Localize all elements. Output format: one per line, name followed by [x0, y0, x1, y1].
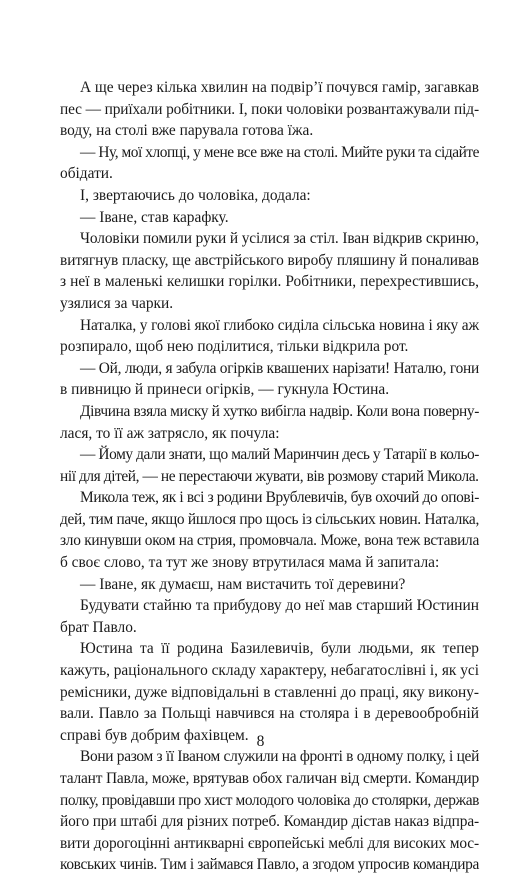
text-line: — Ой, люди, я забула огірків квашених нарізати! Наталю, гони — [80, 359, 479, 377]
text-line: його при штабі для різних потреб. Командир дістав наказ відпра- — [60, 813, 479, 831]
page-number: 8 — [256, 733, 265, 750]
text-line: вити дорогоцінні антикварні європейські меблі для високих мос- — [60, 834, 479, 852]
text-line: брат Павло. — [60, 618, 137, 636]
text-line: вали. Павло за Польщі навчився на столяра і в деревообробній — [60, 705, 479, 723]
text-line: б своє слово, та тут же знову втрутилася мама й запитала: — [60, 554, 440, 572]
text-line: дей, тим паче, якщо йшлося про щось із сільських новин. Наталка, — [60, 510, 479, 528]
text-line: талант Павла, може, врятував обох галичан від смерти. Командир — [60, 770, 479, 787]
text-line: Будувати стайню та прибудову до неї мав старший Юстинин — [80, 597, 479, 615]
text-line: нії для дітей, — не перестаючи жувати, вів розмову старий Микола. — [60, 467, 479, 485]
text-line: А ще через кілька хвилин на подвір’ї почувся гамір, загавкав — [80, 79, 479, 96]
text-line: лася, то її аж затрясло, як почула: — [60, 424, 280, 442]
text-line: Чоловіки помили руки й усілися за стіл. Іван відкрив скриню, — [80, 230, 479, 248]
text-line: справі був добрим фахівцем. — [60, 726, 249, 744]
text-line: пес — приїхали робітники. І, поки чоловіки розвантажували під- — [60, 100, 479, 118]
text-line: Юстина та її родина Базилевичів, були людьми, як тепер — [80, 640, 479, 658]
text-line: — Іване, як думаєш, нам вистачить тої деревини? — [80, 575, 406, 593]
text-line: — Іване, став карафку. — [80, 208, 229, 226]
text-line: розпирало, щоб нею поділитися, тільки відкрила рот. — [60, 338, 409, 356]
body-text — [60, 77, 479, 876]
text-line: в пивницю й принеси огірків, — гукнула Юстина. — [60, 381, 390, 399]
text-line: полку, провідавши про хист молодого чоловіка до столярки, держав — [60, 791, 479, 809]
text-line: з неї в маленькі келишки горілки. Робітники, перехрестившись, — [60, 273, 479, 291]
text-line: зло кинувши оком на стрия, промовчала. Може, вона теж вставила — [60, 532, 479, 550]
text-line: Микола теж, як і всі з родини Врублевичів, був охочий до опові- — [80, 489, 479, 507]
text-line: І, звертаючись до чоловіка, додала: — [80, 186, 311, 204]
text-line: обідати. — [60, 165, 113, 183]
text-line: кажуть, раціонального складу характеру, небагатослівні і, як усі — [60, 662, 479, 680]
text-line: Наталка, у голові якої глибоко сиділа сільська новина і яку аж — [80, 316, 479, 334]
text-line: — Йому дали знати, що малий Маринчин десь у Татарії в кольо- — [80, 446, 479, 464]
text-line: Дівчина взяла миску й хутко вибігла надвір. Коли вона поверну- — [80, 402, 479, 420]
text-line: ковських чинів. Тим і займався Павло, а згодом упросив командира — [60, 856, 479, 874]
text-line: узялися за чарки. — [60, 294, 174, 312]
text-line: витягнув пласку, ще австрійського виробу пляшину й поналивав — [60, 251, 479, 269]
text-line: воду, на столі вже парувала готова їжа. — [60, 122, 314, 140]
text-line: — Ну, мої хлопці, у мене все вже на столі. Мийте руки та сідайте — [80, 143, 479, 161]
text-line: ремісники, дуже відповідальні в ставленні до праці, яку викону- — [60, 683, 479, 701]
text-line: Вони разом з її Іваном служили на фронті в одному полку, і цей — [80, 748, 479, 766]
